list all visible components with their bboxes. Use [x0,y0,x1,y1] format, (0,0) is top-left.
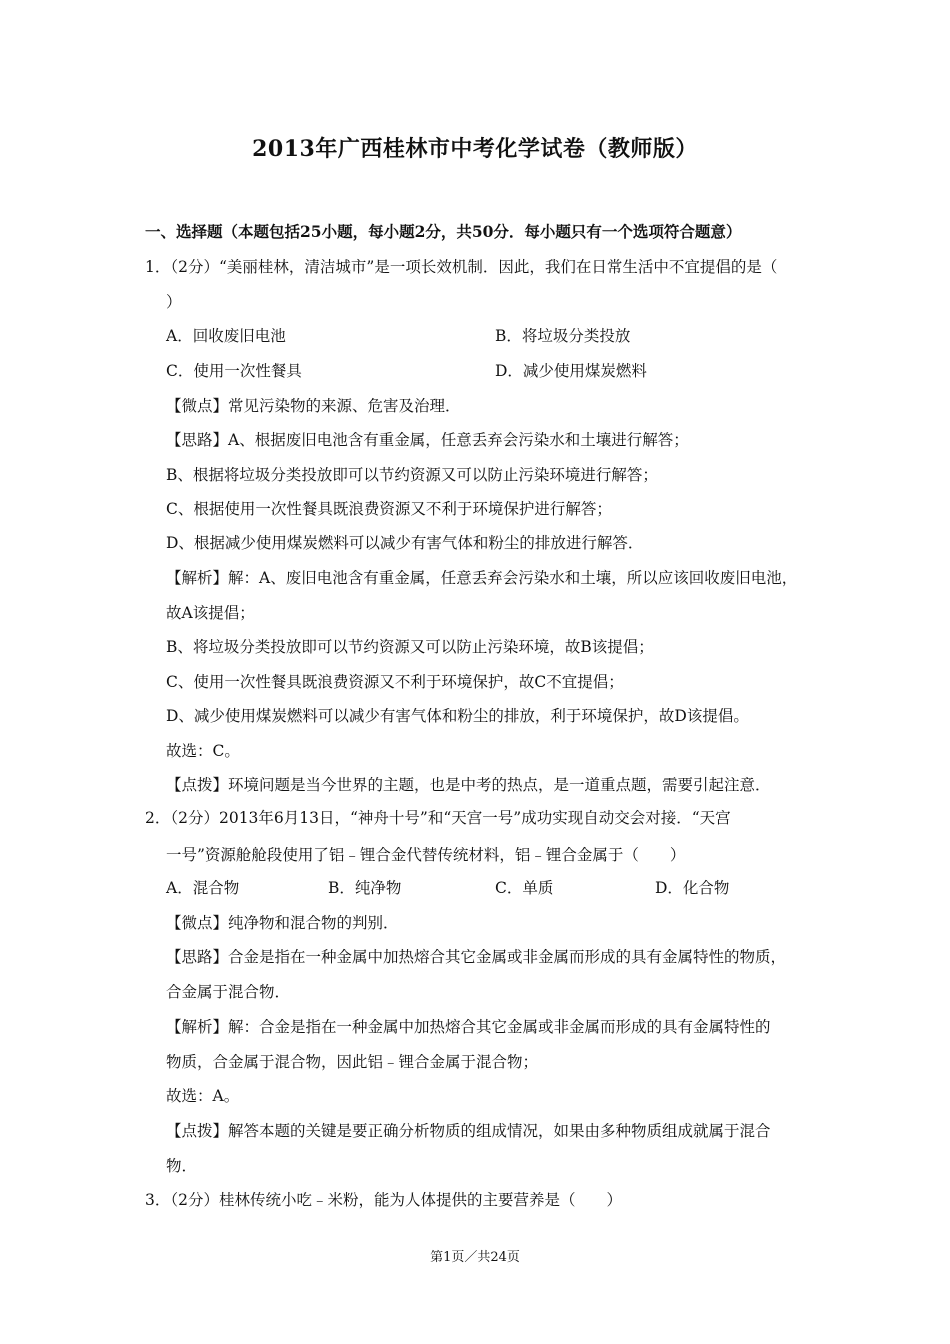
q1-option-d: D．减少使用煤炭燃料 [495,362,647,380]
q2-answer: 故选：A。 [166,1087,240,1105]
q2-option-d: D．化合物 [655,879,730,897]
q1-answer: 故选：C。 [166,742,240,760]
q1-option-c: C．使用一次性餐具 [166,362,302,380]
q1-jiexi-4: C、使用一次性餐具既浪费资源又不利于环境保护，故C不宜提倡； [166,673,624,691]
q2-option-b: B．纯净物 [328,879,402,897]
q1-jiexi-2: 故A该提倡； [166,604,255,622]
q2-option-c: C．单质 [495,879,554,897]
q3-stem: 3．（2分）桂林传统小吃﹣米粉，能为人体提供的主要营养是（ ） [145,1191,622,1209]
q1-option-b: B．将垃圾分类投放 [495,327,631,345]
q1-stem: 1．（2分）“美丽桂林，清洁城市”是一项长效机制．因此，我们在日常生活中不宜提倡的是（ [145,258,778,276]
q2-jiexi-1: 【解析】解：合金是指在一种金属中加热熔合其它金属或非金属而形成的具有金属特性的 [166,1018,771,1036]
section-header: 一、选择题（本题包括25小题，每小题2分，共50分．每小题只有一个选项符合题意） [145,222,742,241]
q2-silu-2: 合金属于混合物． [166,983,291,1001]
page-title: 2013年广西桂林市中考化学试卷（教师版） [252,136,698,162]
q1-jiexi-3: B、将垃圾分类投放即可以节约资源又可以防止污染环境，故B该提倡； [166,638,654,656]
q2-weidian: 【微点】纯净物和混合物的判别． [166,914,399,932]
q2-dianbo-2: 物． [166,1157,198,1175]
q2-dianbo-1: 【点拨】解答本题的关键是要正确分析物质的组成情况，如果由多种物质组成就属于混合 [166,1122,771,1140]
q1-silu-1: 【思路】A、根据废旧电池含有重金属，任意丢弃会污染水和土壤进行解答； [166,431,689,449]
q1-option-a: A．回收废旧电池 [166,327,286,345]
q1-silu-3: C、根据使用一次性餐具既浪费资源又不利于环境保护进行解答； [166,500,612,518]
q1-silu-4: D、根据减少使用煤炭燃料可以减少有害气体和粉尘的排放进行解答． [166,534,644,552]
q2-option-a: A．混合物 [166,879,240,897]
q1-jiexi-5: D、减少使用煤炭燃料可以减少有害气体和粉尘的排放，利于环境保护，故D该提倡。 [166,707,749,725]
q2-stem-cont: 一号”资源舱舱段使用了铝﹣锂合金代替传统材料，铝﹣锂合金属于（ ） [166,846,686,864]
q2-jiexi-2: 物质，合金属于混合物，因此铝﹣锂合金属于混合物； [166,1053,539,1071]
q2-silu-1: 【思路】合金是指在一种金属中加热熔合其它金属或非金属而形成的具有金属特性的物质， [166,948,787,966]
q1-jiexi-1: 【解析】解：A、废旧电池含有重金属，任意丢弃会污染水和土壤，所以应该回收废旧电池， [166,569,798,587]
q1-silu-2: B、根据将垃圾分类投放即可以节约资源又可以防止污染环境进行解答； [166,466,658,484]
q1-stem-cont: ） [166,293,182,311]
q2-stem: 2．（2分）2013年6月13日，“神舟十号”和“天宫一号”成功实现自动交会对接．“天宫 [145,809,731,827]
q1-dianbo: 【点拨】环境问题是当今世界的主题，也是中考的热点，是一道重点题，需要引起注意． [166,776,771,794]
page-footer: 第1页／共24页 [430,1250,520,1265]
q1-weidian: 【微点】常见污染物的来源、危害及治理． [166,397,461,415]
